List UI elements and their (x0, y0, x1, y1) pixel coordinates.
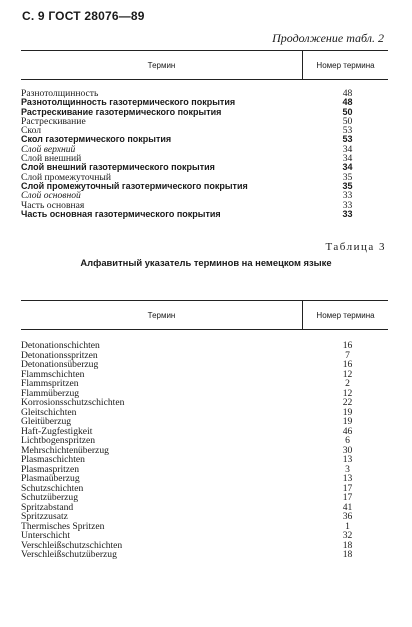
term-number-cell: 13 (342, 454, 353, 465)
table-row (21, 341, 388, 351)
term-cell: Слой промежуточный газотермического покрытия (21, 181, 248, 191)
term-number-cell: 35 (342, 171, 353, 183)
table-row (21, 550, 388, 560)
term-cell: Korrosionsschutzschichten (21, 398, 125, 408)
term-cell: Spritzzusatz (21, 512, 68, 522)
term-number-cell: 13 (342, 473, 353, 484)
term-cell: Unterschicht (21, 531, 71, 541)
term-number-cell: 36 (342, 511, 353, 522)
term-cell: Слой промежуточный (21, 172, 111, 182)
term-number-cell: 22 (342, 397, 353, 408)
term-cell: Plasmaspritzen (21, 464, 80, 474)
term-number-cell: 50 (342, 106, 353, 117)
table-row (21, 398, 388, 408)
table-row (21, 98, 388, 107)
table-3-title: Алфавитный указатель терминов на немецком языке (80, 257, 332, 268)
table-row (21, 531, 388, 541)
term-number-cell: 6 (345, 435, 350, 446)
term-number-cell: 35 (342, 180, 353, 191)
table-row (21, 351, 388, 361)
term-number-cell: 17 (342, 492, 353, 503)
term-cell: Часть основная газотермического покрытия (21, 209, 221, 219)
table-row (21, 182, 388, 191)
term-number-cell: 3 (345, 463, 350, 475)
page-header: С. 9 ГОСТ 28076—89 (22, 9, 145, 23)
term-number-cell: 48 (342, 97, 353, 108)
term-cell: Thermisches Spritzen (21, 521, 105, 531)
column-header-term: Термин (21, 51, 303, 79)
term-cell: Mehrschichtenüberzug (21, 445, 109, 455)
term-cell: Часть основная (21, 200, 85, 210)
table-row (21, 145, 388, 154)
term-number-cell: 33 (342, 190, 353, 202)
table-row (21, 417, 388, 427)
term-number-cell: 17 (342, 482, 353, 494)
table-2-body (21, 89, 388, 219)
term-cell: Detonationsspritzen (21, 350, 98, 360)
term-number-cell: 18 (342, 549, 353, 560)
term-cell: Скол (21, 126, 42, 136)
table-row (21, 191, 388, 200)
term-cell: Flammspritzen (21, 379, 79, 389)
table-row (21, 484, 388, 494)
term-cell: Lichtbogenspritzen (21, 436, 96, 446)
term-number-cell: 16 (342, 359, 353, 370)
table-row (21, 389, 388, 399)
table-row (21, 446, 388, 456)
table-row (21, 503, 388, 513)
term-cell: Растрескивание газотермического покрытия (21, 107, 222, 117)
term-cell: Растрескивание (21, 116, 86, 127)
term-number-cell: 41 (342, 501, 353, 513)
table-row (21, 408, 388, 418)
table-row (21, 201, 388, 210)
term-number-cell: 16 (342, 340, 353, 351)
term-cell: Verschleißschutzüberzug (21, 550, 117, 560)
term-number-cell: 34 (342, 153, 353, 165)
table-continuation-label: Продолжение табл. 2 (272, 31, 384, 45)
table-row (21, 108, 388, 117)
term-number-cell: 30 (342, 444, 353, 456)
term-number-cell: 7 (345, 349, 350, 361)
term-cell: Detonationsüberzug (21, 360, 99, 370)
table-row (21, 360, 388, 370)
term-number-cell: 2 (345, 378, 350, 389)
table-row (21, 89, 388, 98)
term-cell: Flammüberzug (21, 388, 80, 398)
table-row (21, 370, 388, 380)
term-cell: Слой внешний (21, 154, 82, 164)
table-row (21, 493, 388, 503)
table-3 (21, 300, 388, 560)
term-number-cell: 33 (342, 208, 353, 219)
term-number-cell: 18 (342, 539, 353, 551)
table-3-body (21, 341, 388, 560)
term-cell: Haft-Zugfestigkeit (21, 426, 93, 436)
term-cell: Verschleißschutzschichten (21, 540, 123, 550)
table-row (21, 173, 388, 182)
table-row (21, 436, 388, 446)
table-row (21, 135, 388, 144)
table-row (21, 512, 388, 522)
term-cell: Разнотолщинность (21, 89, 99, 99)
term-number-cell: 33 (342, 199, 353, 211)
table-row (21, 455, 388, 465)
term-cell: Gleitschichten (21, 407, 77, 417)
term-number-cell: 50 (342, 115, 353, 127)
term-number-cell: 34 (342, 143, 353, 155)
term-number-cell: 12 (342, 368, 353, 380)
term-number-cell: 53 (342, 125, 353, 137)
term-cell: Разнотолщинность газотермического покрытия (21, 98, 236, 108)
column-header-number: Номер термина (316, 310, 375, 320)
term-cell: Слой внешний газотермического покрытия (21, 163, 215, 173)
table-row (21, 522, 388, 532)
table-row (21, 210, 388, 219)
term-cell: Detonationschichten (21, 341, 100, 351)
term-cell: Gleitüberzug (21, 417, 72, 427)
table-row (21, 126, 388, 135)
column-header-term: Термин (21, 301, 303, 329)
term-cell: Schutzschichten (21, 483, 84, 493)
term-number-cell: 48 (342, 88, 353, 99)
table-row (21, 154, 388, 163)
term-number-cell: 12 (342, 387, 353, 399)
table-row (21, 117, 388, 126)
term-cell: Скол газотермического покрытия (21, 135, 172, 145)
table-3-label: Таблица 3 (325, 241, 386, 253)
table-row (21, 541, 388, 551)
term-cell: Plasmaüberzug (21, 474, 80, 484)
table-row (21, 465, 388, 475)
column-header-number: Номер термина (316, 60, 375, 70)
term-number-cell: 32 (342, 530, 353, 541)
table-row (21, 163, 388, 172)
table-row (21, 379, 388, 389)
table-row (21, 474, 388, 484)
term-cell: Spritzabstand (21, 502, 74, 512)
table-2-header (21, 50, 388, 80)
term-number-cell: 1 (345, 520, 350, 532)
table-row (21, 427, 388, 437)
term-number-cell: 53 (342, 134, 353, 145)
table-2-continued (21, 50, 388, 219)
term-number-cell: 34 (342, 162, 353, 173)
term-cell: Слой верхний (21, 144, 76, 155)
term-cell: Plasmaschichten (21, 455, 85, 465)
term-number-cell: 19 (342, 416, 353, 427)
table-3-header (21, 300, 388, 330)
term-cell: Schutzüberzug (21, 493, 79, 503)
term-number-cell: 46 (342, 425, 353, 437)
term-number-cell: 19 (342, 406, 353, 418)
term-cell: Слой основной (21, 191, 81, 201)
term-cell: Flammschichten (21, 369, 85, 379)
